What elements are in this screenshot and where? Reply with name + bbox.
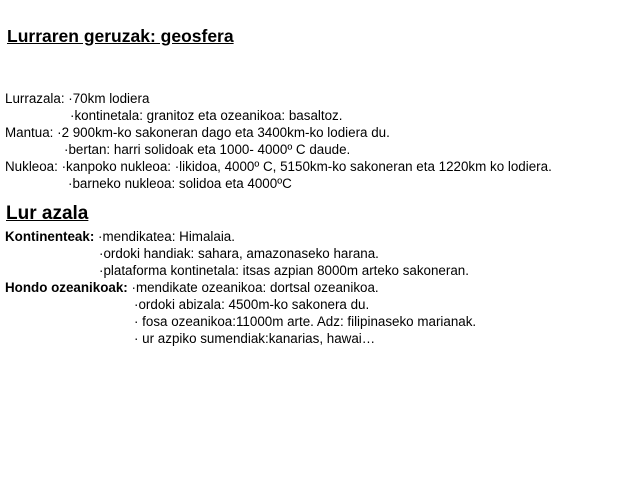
fosa-ozeanikoa-line: · fosa ozeanikoa:11000m arte. Adz: filipinaseko marianak.: [134, 314, 477, 329]
lur-azala-heading: Lur azala: [6, 203, 89, 224]
sumendiak-line: · ur azpiko sumendiak:kanarias, hawai…: [134, 331, 376, 346]
plataforma-line: ·plataforma kontinetala: itsas azpian 8000m arteko sakoneran.: [99, 263, 469, 278]
kontinetala-line: ·kontinetala: granitoz eta ozeanikoa: basaltoz.: [70, 108, 343, 123]
kontinenteak-label: Kontinenteak:: [5, 229, 95, 244]
hondo-ozeanikoak-line: [5, 279, 379, 296]
hondo-ozeanikoak-label: Hondo ozeanikoak:: [5, 280, 128, 295]
mantua-line: Mantua: ·2 900km-ko sakoneran dago eta 3400km-ko lodiera du.: [5, 125, 390, 140]
slide-title: Lurraren geruzak: geosfera: [7, 26, 234, 46]
kontinenteak-first-item: ·mendikatea: Himalaia.: [98, 229, 235, 244]
ordoki-abizala-line: ·ordoki abizala: 4500m-ko sakonera du.: [134, 297, 370, 312]
nukleoa-line: Nukleoa: ·kanpoko nukleoa: ·likidoa, 4000º C, 5150km-ko sakoneran eta 1220km ko lodiera.: [5, 159, 552, 174]
lurrazala-line: Lurrazala: ·70km lodiera: [5, 91, 150, 106]
ordoki-handiak-line: ·ordoki handiak: sahara, amazonaseko harana.: [99, 246, 379, 261]
bertan-line: ·bertan: harri solidoak eta 1000- 4000º C daude.: [64, 142, 351, 157]
kontinenteak-line: [5, 228, 235, 245]
hondo-first-item: ·mendikate ozeanikoa: dortsal ozeanikoa.: [131, 280, 379, 295]
barneko-nukleoa-line: ·barneko nukleoa: solidoa eta 4000ºC: [68, 176, 292, 191]
